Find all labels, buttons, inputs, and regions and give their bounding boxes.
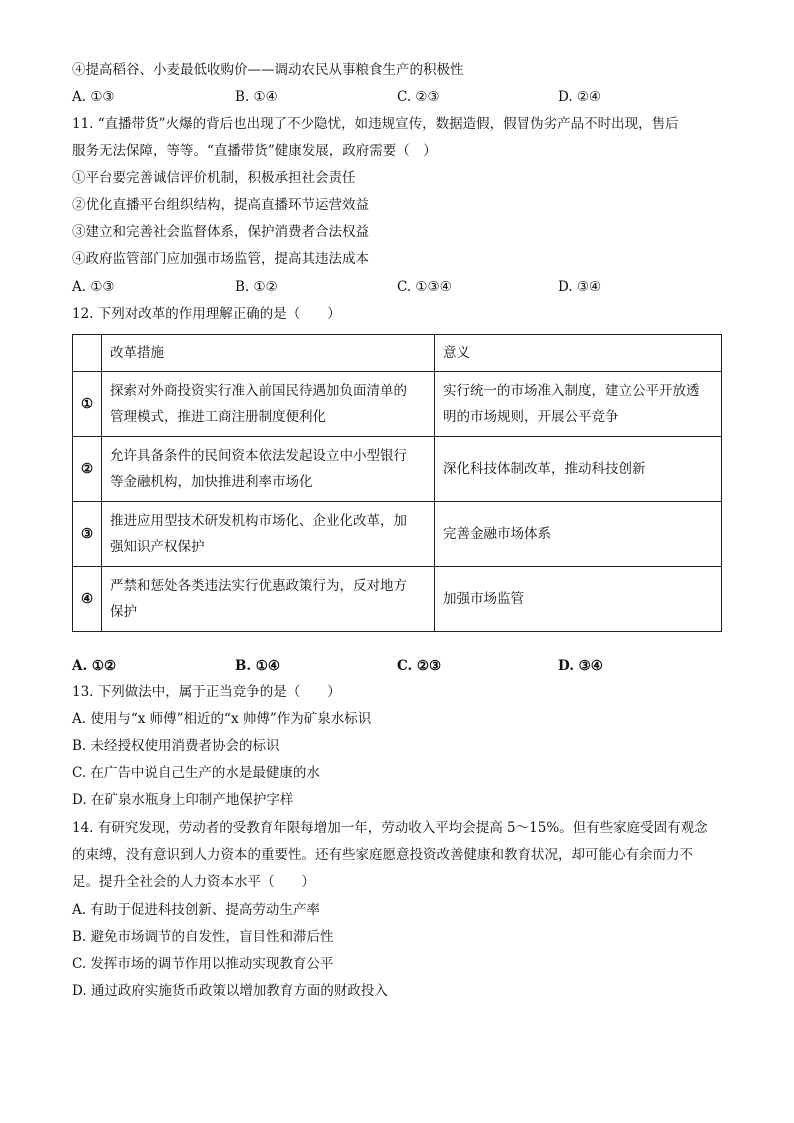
- q11-item-2: ②优化直播平台组织结构，提高直播环节运营效益: [72, 197, 369, 213]
- q11-option-d[interactable]: D. ③④: [558, 279, 602, 295]
- q11-stem-line-2: 服务无法保障，等等。“直播带货”健康发展，政府需要（ ）: [72, 143, 437, 159]
- q10-item-4: ④提高稻谷、小麦最低收购价——调动农民从事粮食生产的积极性: [72, 62, 464, 78]
- q12-option-a[interactable]: A. ①②: [72, 658, 117, 674]
- q13-option-c[interactable]: C. 在广告中说自己生产的水是最健康的水: [72, 765, 320, 781]
- q14-option-b[interactable]: B. 避免市场调节的自发性，盲目性和滞后性: [72, 929, 334, 945]
- q12-stem: 12. 下列对改革的作用理解正确的是（ ）: [72, 306, 341, 322]
- table-header-num: [73, 335, 102, 372]
- q14-option-d[interactable]: D. 通过政府实施货币政策以增加教育方面的财政投入: [72, 983, 388, 999]
- q10-option-c[interactable]: C. ②③: [397, 89, 440, 105]
- row-measure-line: 保护: [110, 604, 137, 620]
- row-measure: [102, 567, 435, 632]
- row-measure-line: 强知识产权保护: [110, 539, 205, 555]
- q12-options: [72, 656, 722, 676]
- table-row: [73, 437, 722, 502]
- q12-reform-table: [72, 334, 722, 632]
- q12-option-c[interactable]: C. ②③: [397, 658, 442, 674]
- row-number: ③: [73, 502, 102, 567]
- q13-stem: 13. 下列做法中，属于正当竞争的是（ ）: [72, 684, 341, 700]
- row-meaning: [435, 372, 722, 437]
- row-measure: [102, 502, 435, 567]
- q10-option-d[interactable]: D. ②④: [558, 89, 602, 105]
- row-measure-line: 允许具备条件的民间资本依法发起设立中小型银行: [110, 448, 407, 464]
- row-measure-line: 严禁和惩处各类违法实行优惠政策行为，反对地方: [110, 578, 407, 594]
- row-measure-line: 推进应用型技术研发机构市场化、企业化改革，加: [110, 513, 407, 529]
- q11-options: [72, 277, 722, 297]
- row-measure: [102, 372, 435, 437]
- row-meaning: 深化科技体制改革，推动科技创新: [435, 437, 722, 502]
- table-header-measure: 改革措施: [102, 335, 435, 372]
- row-meaning-line: 明的市场规则，开展公平竞争: [443, 409, 619, 425]
- q13-option-b[interactable]: B. 未经授权使用消费者协会的标识: [72, 738, 280, 754]
- q11-option-a[interactable]: A. ①③: [72, 279, 115, 295]
- q11-item-4: ④政府监管部门应加强市场监管，提高其违法成本: [72, 251, 369, 267]
- q11-item-1: ①平台要完善诚信评价机制，积极承担社会责任: [72, 170, 356, 186]
- q12-option-b[interactable]: B. ①④: [235, 658, 281, 674]
- q11-item-3: ③建立和完善社会监督体系，保护消费者合法权益: [72, 224, 369, 240]
- q13-option-d[interactable]: D. 在矿泉水瓶身上印制产地保护字样: [72, 792, 294, 808]
- q11-stem-line-1: 11. “直播带货”火爆的背后也出现了不少隐忧，如违规宣传，数据造假，假冒伪劣产品不时出现，售后: [72, 116, 679, 132]
- row-measure-line: 管理模式，推进工商注册制度便利化: [110, 409, 326, 425]
- row-number: ②: [73, 437, 102, 502]
- row-measure: [102, 437, 435, 502]
- row-number: ①: [73, 372, 102, 437]
- table-header-meaning: 意义: [435, 335, 722, 372]
- q14-option-a[interactable]: A. 有助于促进科技创新、提高劳动生产率: [72, 902, 320, 918]
- q14-option-c[interactable]: C. 发挥市场的调节作用以推动实现教育公平: [72, 956, 334, 972]
- q10-option-a[interactable]: A. ①③: [72, 89, 115, 105]
- q13-option-a[interactable]: A. 使用与“x 师傅”相近的“x 帅傅”作为矿泉水标识: [72, 711, 372, 727]
- row-meaning: 加强市场监管: [435, 567, 722, 632]
- row-meaning-line: 实行统一的市场准入制度，建立公平开放透: [443, 383, 700, 399]
- q10-option-b[interactable]: B. ①④: [235, 89, 278, 105]
- row-meaning: 完善金融市场体系: [435, 502, 722, 567]
- q12-option-d[interactable]: D. ③④: [558, 658, 603, 674]
- q11-option-b[interactable]: B. ①②: [235, 279, 278, 295]
- q14-stem-line-3: 足。提升全社会的人力资本水平（ ）: [72, 874, 315, 890]
- table-header-row: [73, 335, 722, 372]
- q11-option-c[interactable]: C. ①③④: [397, 279, 452, 295]
- table-row: [73, 372, 722, 437]
- q14-stem-line-2: 的束缚，没有意识到人力资本的重要性。还有些家庭愿意投资改善健康和教育状况，却可能心有余而力不: [72, 847, 693, 863]
- table-row: [73, 502, 722, 567]
- q10-options: [72, 87, 722, 107]
- row-measure-line: 探索对外商投资实行准入前国民待遇加负面清单的: [110, 383, 407, 399]
- q14-stem-line-1: 14. 有研究发现，劳动者的受教育年限每增加一年，劳动收入平均会提高 5～15%。但有些家庭受固有观念: [72, 820, 708, 836]
- table-row: [73, 567, 722, 632]
- row-number: ④: [73, 567, 102, 632]
- row-measure-line: 等金融机构，加快推进利率市场化: [110, 474, 313, 490]
